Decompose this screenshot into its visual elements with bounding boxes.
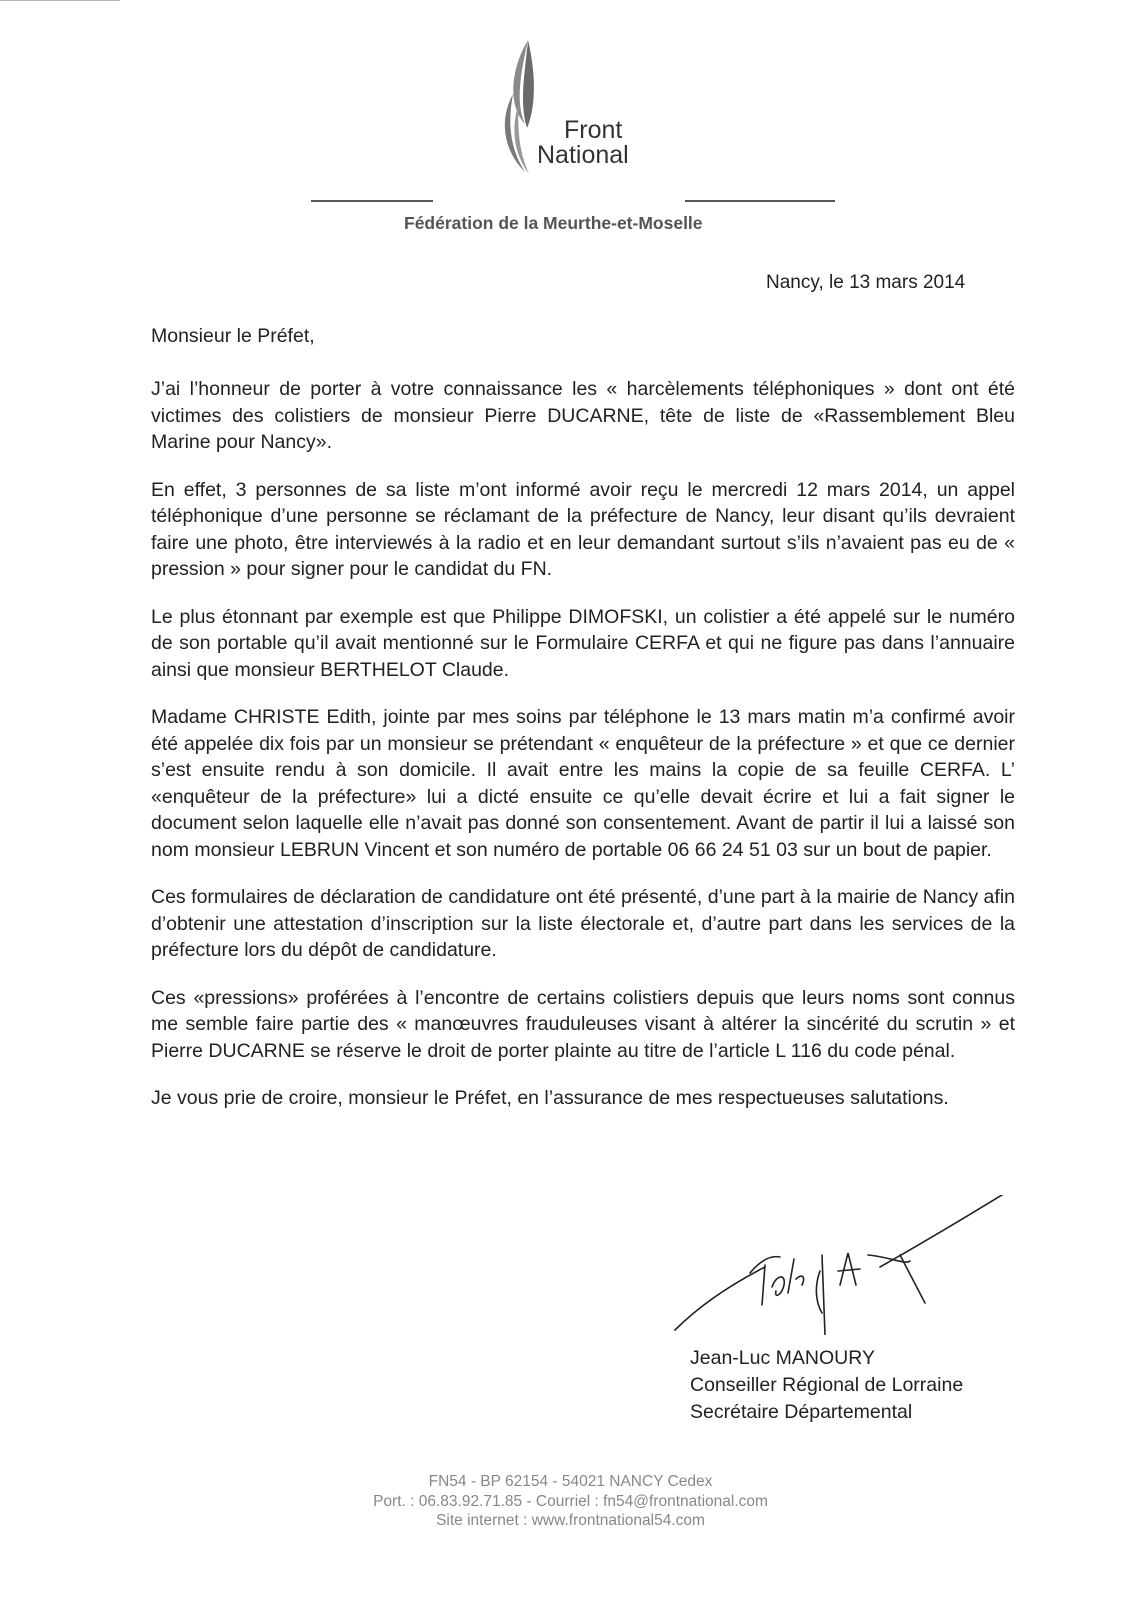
footer-website: Site internet : www.frontnational54.com (436, 1512, 705, 1529)
footer-address: FN54 - BP 62154 - 54021 NANCY Cedex (428, 1473, 713, 1490)
signatory-title: Secrétaire Départemental (690, 1401, 913, 1423)
paragraph: Madame CHRISTE Edith, jointe par mes soins par téléphone le 13 mars matin m’a confirmé avoir été appelée dix fois par un monsieur se prétendant « enquêteur de la préfecture » et que ce dernier s’est ensuite rendu à son domicile. Il avait entre les mains la copie de sa feuille CERFA. L’ «enquêteur de la préfecture» lui a dicté ensuite ce qu’elle devait écrire et lui a fait signer le document selon laquelle elle n’avait pas donné son consentement. Avant de partir il lui a laissé son nom monsieur LEBRUN Vincent et son numéro de portable 06 66 24 51 03 sur un bout de papier. (151, 706, 1015, 861)
header-rule-right (685, 200, 835, 202)
paragraph: Ces formulaires de déclaration de candidature ont été présenté, d’une part à la mairie de Nancy afin d’obtenir une attestation d’inscription sur la liste électorale et, d’autre part dans les services de la préfecture lors du dépôt de candidature. (151, 886, 1015, 961)
paragraph: Ces «pressions» proférées à l’encontre de certains colistiers depuis que leurs noms sont connus me semble faire partie des « manœuvres frauduleuses visant à altérer la sincérité du scrutin » et Pierre DUCARNE se réserve le droit de porter plainte au titre de l’article L 116 du code pénal. (151, 986, 1015, 1062)
scan-edge-mark (0, 0, 120, 1)
paragraph: J’ai l’honneur de porter à votre connaissance les « harcèlements téléphoniques » dont ont été victimes des colistiers de monsieur Pierre DUCARNE, tête de liste de «Rassemblement Bleu Marine pour Nancy». (151, 378, 1015, 453)
paragraph: Le plus étonnant par exemple est que Philippe DIMOFSKI, un colistier a été appelé sur le numéro de son portable qu’il avait mentionné sur le Formulaire CERFA et qui ne figure pas dans l’annuaire ainsi que monsieur BERTHELOT Claude. (151, 605, 1015, 681)
logo-text-national: National (537, 141, 629, 169)
signatory-title: Conseiller Régional de Lorraine (690, 1374, 964, 1396)
letter-body (151, 376, 1015, 1133)
signatory-name: Jean-Luc MANOURY (690, 1347, 875, 1369)
paragraph: Je vous prie de croire, monsieur le Préfet, en l’assurance de mes respectueuses salutations. (151, 1087, 949, 1109)
footer-contact: Port. : 06.83.92.71.85 - Courriel : fn54@frontnational.com (373, 1492, 768, 1510)
federation-title: Fédération de la Meurthe-et-Moselle (404, 213, 703, 233)
letter-date: Nancy, le 13 mars 2014 (766, 272, 966, 293)
paragraph: En effet, 3 personnes de sa liste m’ont informé avoir reçu le mercredi 12 mars 2014, un appel téléphonique d’une personne se réclamant de la préfecture de Nancy, leur disant qu’ils devraient faire une photo, être interviewés à la radio et en leur demandant surtout s’ils n’avaient pas eu de « pression » pour signer pour le candidat du FN. (151, 478, 1015, 580)
front-national-logo (495, 32, 665, 182)
letter-salutation: Monsieur le Préfet, (151, 325, 315, 347)
header-rule-left (311, 200, 433, 202)
letter-footer (0, 1472, 1131, 1531)
signatory-block (690, 1345, 963, 1426)
logo-text-front: Front (564, 116, 623, 144)
handwritten-signature (670, 1195, 1040, 1335)
